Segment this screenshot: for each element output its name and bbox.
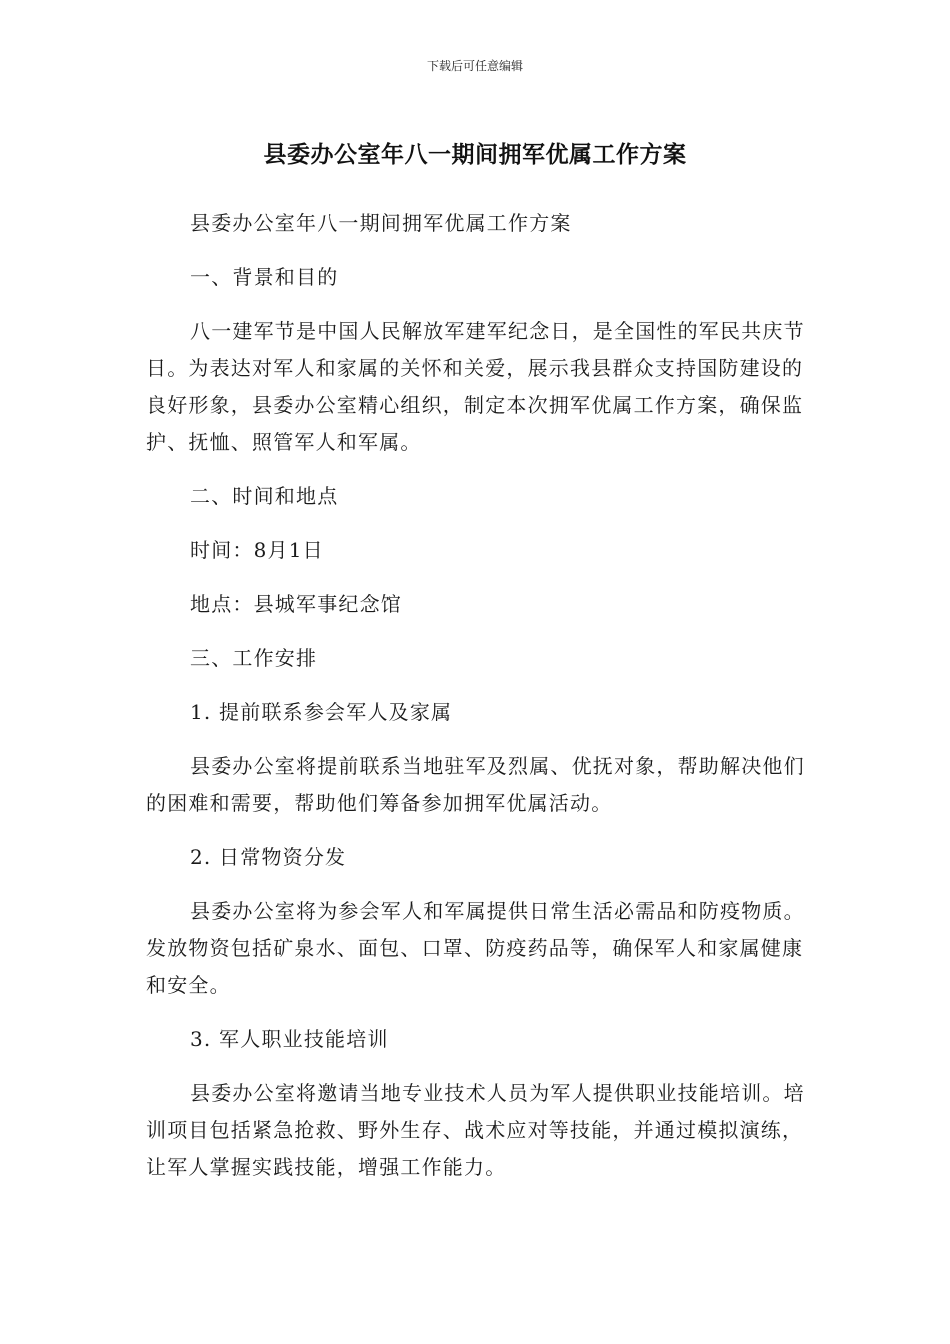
paragraph-contact: 县委办公室将提前联系当地驻军及烈属、优抚对象，帮助解决他们的困难和需要，帮助他们筹备参加拥军优属活动。	[146, 754, 805, 815]
paragraph-time: 时间：8月1日	[190, 538, 324, 562]
document-body	[146, 205, 806, 1203]
paragraph-subtitle: 县委办公室年八一期间拥军优属工作方案	[190, 211, 572, 235]
document-title: 县委办公室年八一期间拥军优属工作方案	[263, 142, 687, 168]
section-heading-time-place: 二、时间和地点	[190, 484, 339, 508]
paragraph-training: 县委办公室将邀请当地专业技术人员为军人提供职业技能培训。培训项目包括紧急抢救、野外生存、战术应对等技能，并通过模拟演练，让军人掌握实践技能，增强工作能力。	[146, 1081, 805, 1179]
item-heading-contact: 1. 提前联系参会军人及家属	[190, 700, 453, 724]
paragraph-background: 八一建军节是中国人民解放军建军纪念日，是全国性的军民共庆节日。为表达对军人和家属的关怀和关爱，展示我县群众支持国防建设的良好形象，县委办公室精心组织，制定本次拥军优属工作方案，确保监护、抚恤、照管军人和军属。	[146, 319, 805, 454]
paragraph-supplies: 县委办公室将为参会军人和军属提供日常生活必需品和防疫物质。发放物资包括矿泉水、面包、口罩、防疫药品等，确保军人和家属健康和安全。	[146, 899, 805, 997]
item-heading-supplies: 2. 日常物资分发	[190, 845, 347, 869]
section-heading-background: 一、背景和目的	[190, 265, 339, 289]
paragraph-place: 地点：县城军事纪念馆	[190, 592, 402, 616]
item-heading-training: 3. 军人职业技能培训	[190, 1027, 389, 1051]
header-note: 下载后可任意编辑	[426, 59, 523, 73]
section-heading-arrangement: 三、工作安排	[190, 646, 318, 670]
